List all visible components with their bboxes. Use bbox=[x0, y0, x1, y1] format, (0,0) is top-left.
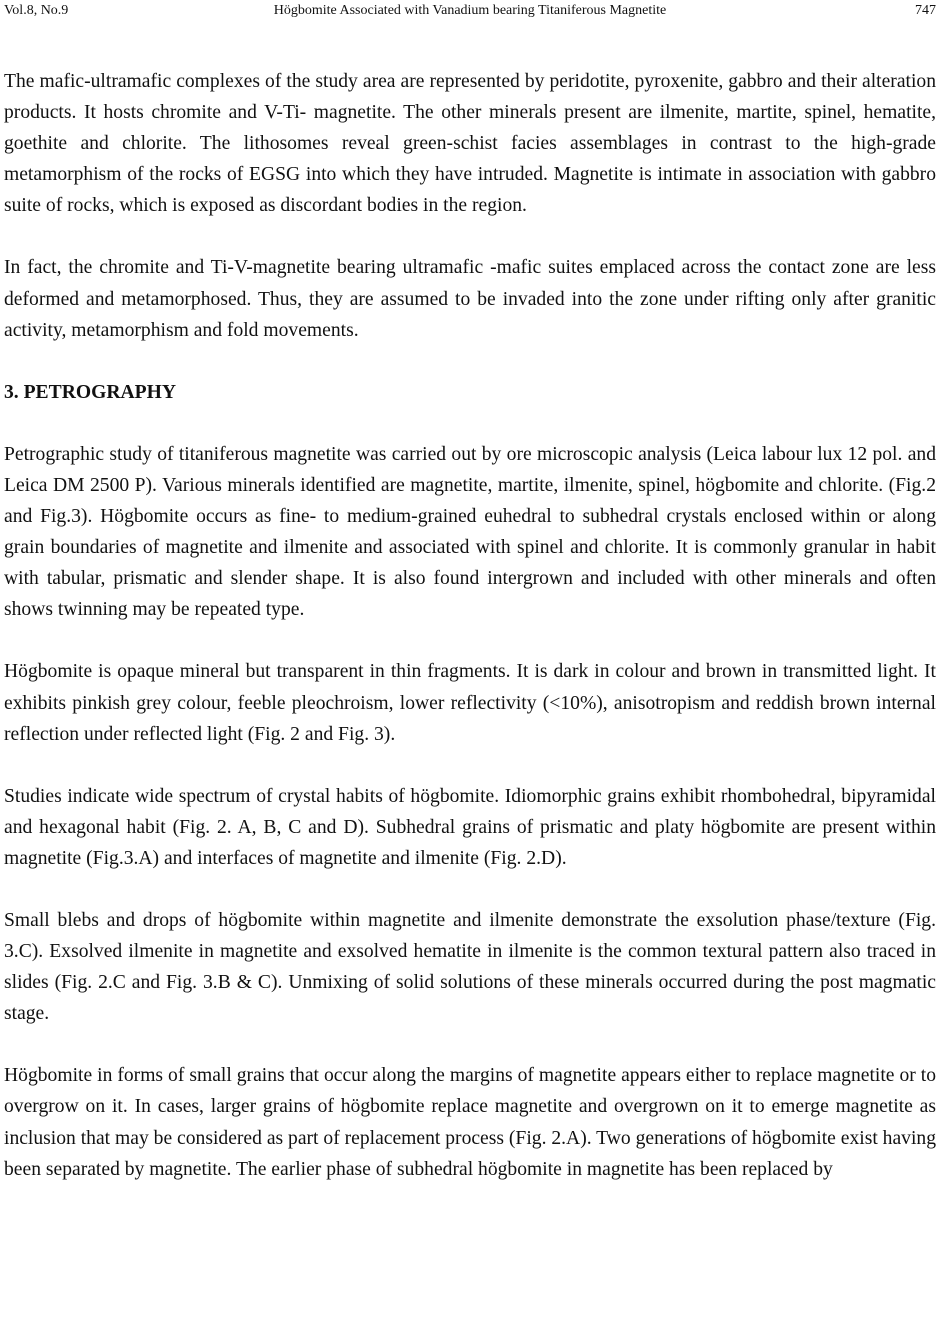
paragraph-optical-properties: Högbomite is opaque mineral but transparent in thin fragments. It is dark in colour and brown in transmitted light. It exhibits pinkish grey colour, feeble pleochroism, lower reflectivity (<10%), anisotropism and reddish brown internal reflection under reflected light (Fig. 2 and Fig. 3). bbox=[4, 661, 936, 745]
paragraph-geology-complexes: The mafic-ultramafic complexes of the study area are represented by peridotite, pyroxenite, gabbro and their alteration products. It hosts chromite and V-Ti- magnetite. The other minerals present are ilmenite, martite, spinel, hematite, goethite and chlorite. The lithosomes reveal green-schist facies assemblages in contrast to the high-grade metamorphism of the rocks of EGSG into which they have intruded. Magnetite is intimate in association with gabbro suite of rocks, which is exposed as discordant bodies in the region. bbox=[4, 71, 936, 217]
journal-volume: Vol.8, No.9 bbox=[4, 3, 69, 18]
running-title: Högbomite Associated with Vanadium bearing Titaniferous Magnetite bbox=[273, 3, 667, 18]
paragraph-exsolution: Small blebs and drops of högbomite within magnetite and ilmenite demonstrate the exsolution phase/texture (Fig. 3.C). Exsolved ilmenite in magnetite and exsolved hematite in ilmenite is the common textural pattern also traced in slides (Fig. 2.C and Fig. 3.B & C). Unmixing of solid solutions of these minerals occurred during the post magmatic stage. bbox=[4, 909, 936, 1025]
running-header bbox=[4, 0, 936, 22]
paragraph-petrographic-study: Petrographic study of titaniferous magnetite was carried out by ore microscopic analysis (Leica labour lux 12 pol. and Leica DM 2500 P). Various minerals identified are magnetite, martite, ilmenite, spinel, högbomite and chlorite. (Fig.2 and Fig.3). Högbomite occurs as fine- to medium-grained euhedral to subhedral crystals enclosed within or along grain boundaries of magnetite and ilmenite and associated with spinel and chlorite. It is commonly granular in habit with tabular, prismatic and slender shape. It is also found intergrown and included with other minerals and often shows twinning may be repeated type. bbox=[4, 443, 936, 621]
section-heading-petrography: 3. PETROGRAPHY bbox=[4, 381, 176, 403]
paragraph-emplacement: In fact, the chromite and Ti-V-magnetite bearing ultramafic -mafic suites emplaced across the contact zone are less deformed and metamorphosed. Thus, they are assumed to be invaded into the zone under rifting only after granitic activity, metamorphism and fold movements. bbox=[4, 257, 936, 341]
paragraph-replacement: Högbomite in forms of small grains that occur along the margins of magnetite appears either to replace magnetite or to overgrow on it. In cases, larger grains of högbomite replace magnetite and overgrown on it to emerge magnetite as inclusion that may be considered as part of replacement process (Fig. 2.A). Two generations of högbomite exist having been separated by magnetite. The earlier phase of subhedral högbomite in magnetite has been replaced by bbox=[4, 1065, 936, 1180]
article-body bbox=[4, 66, 936, 1216]
paragraph-crystal-habits: Studies indicate wide spectrum of crystal habits of högbomite. Idiomorphic grains exhibit rhombohedral, bipyramidal and hexagonal habit (Fig. 2. A, B, C and D). Subhedral grains of prismatic and platy högbomite are present within magnetite (Fig.3.A) and interfaces of magnetite and ilmenite (Fig. 2.D). bbox=[4, 785, 936, 869]
page-number: 747 bbox=[915, 3, 936, 18]
